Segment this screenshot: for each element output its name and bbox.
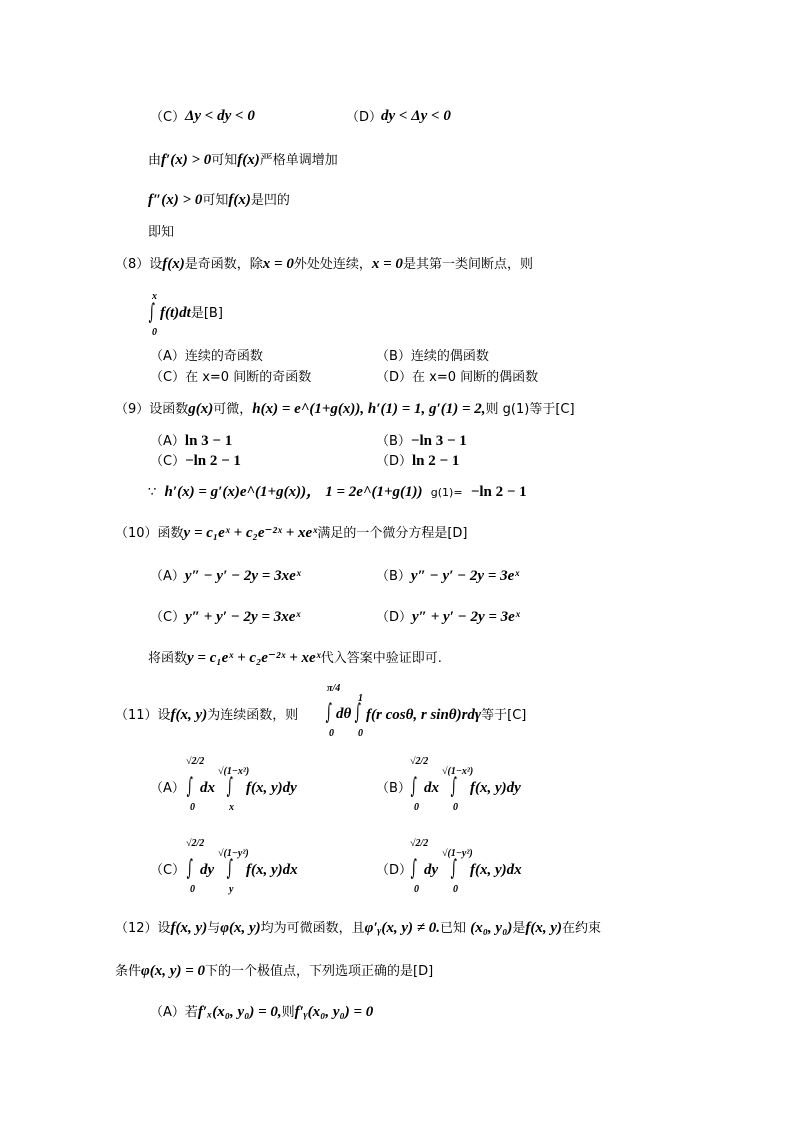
q11-c-inner-integral: ∫ (226, 856, 233, 881)
question-12-stem-a: （12）设f(x, y)与φ(x, y)均为可微函数，且φ′ᵧ(x, y) ≠ 0.已知 (x₀, y₀)是f(x, y)在约束 (115, 920, 601, 936)
solution-line-conclude: 即知 (148, 225, 175, 240)
question-11-stem-a: （11）设f(x, y)为连续函数，则 (115, 707, 299, 723)
q11-int1-lower: 0 (329, 728, 334, 739)
q9-solution: ∵ h′(x) = g′(x)e^(1+g(x))， 1 = 2e^(1+g(1)) g(1)= −ln 2 − 1 (148, 484, 527, 500)
q8-option-b: （B）连续的偶函数 (376, 349, 489, 364)
q11-d-outer-integral: ∫ (410, 856, 417, 881)
q11-a-dx: dx (200, 780, 215, 796)
q11-a-inner-upper: √(1−x²) (218, 766, 250, 777)
q9-option-b: （B）−ln 3 − 1 (376, 433, 467, 449)
option-d-label: （D） (346, 110, 383, 125)
question-10-stem: （10）函数y = c₁eˣ + c₂e⁻²ˣ + xeˣ满足的一个微分方程是[D] (115, 525, 468, 541)
q11-option-a-label: （A） (150, 781, 185, 796)
q11-c-outer-upper: √2/2 (186, 838, 205, 849)
q11-c-outer-integral: ∫ (186, 856, 193, 881)
question-11-stem-b: f(r cosθ, r sinθ)rdγ等于[C] (366, 707, 527, 723)
q8-integral-sign: ∫ (148, 300, 155, 325)
option-c-expr: Δy < dy < 0 (185, 108, 255, 124)
q11-b-integrand: f(x, y)dy (470, 780, 521, 796)
q11-d-outer-lower: 0 (414, 884, 419, 895)
q11-c-dy: dy (200, 862, 215, 878)
solution-line-monotone: 由f′(x) > 0可知f(x)严格单调增加 (148, 152, 338, 168)
q11-c-inner-lower: y (229, 884, 234, 895)
q11-b-outer-upper: √2/2 (410, 756, 429, 767)
q11-d-dy: dy (424, 862, 439, 878)
q8-integral-body: f(t)dt是[B] (160, 305, 223, 321)
option-c-label: （C） (150, 110, 186, 125)
q11-option-b-label: （B） (376, 781, 411, 796)
q11-c-outer-lower: 0 (190, 884, 195, 895)
option-d-expr: dy < Δy < 0 (381, 108, 451, 124)
q10-option-d: （D）y″ + y′ − 2y = 3eˣ (376, 609, 520, 625)
q10-option-b: （B）y″ − y′ − 2y = 3eˣ (376, 568, 520, 584)
q8-option-d: （D）在 x=0 间断的偶函数 (376, 370, 539, 385)
q11-b-outer-lower: 0 (414, 802, 419, 813)
q8-integral-upper: x (152, 291, 157, 302)
q11-option-c-label: （C） (150, 863, 186, 878)
q11-a-inner-lower: x (229, 802, 234, 813)
q11-b-inner-upper: √(1−x²) (442, 766, 474, 777)
q11-a-inner-integral: ∫ (226, 774, 233, 799)
q9-option-c: （C）−ln 2 − 1 (150, 453, 241, 469)
question-8-stem: （8）设f(x)是奇函数，除x = 0外处处连续，x = 0是其第一类间断点，则 (115, 256, 533, 272)
q11-d-inner-lower: 0 (453, 884, 458, 895)
q10-option-c: （C）y″ + y′ − 2y = 3xeˣ (150, 609, 301, 625)
q11-integral-sign-2: ∫ (354, 700, 361, 725)
q9-option-d: （D）ln 2 − 1 (376, 453, 460, 469)
q11-d-outer-upper: √2/2 (410, 838, 429, 849)
q8-option-a: （A）连续的奇函数 (150, 349, 263, 364)
q11-b-inner-lower: 0 (453, 802, 458, 813)
q11-c-inner-upper: √(1−y²) (218, 848, 249, 859)
q11-d-inner-upper: √(1−y²) (442, 848, 473, 859)
q8-option-c: （C）在 x=0 间断的奇函数 (150, 370, 312, 385)
question-12-stem-b: 条件φ(x, y) = 0下的一个极值点，下列选项正确的是[D] (115, 963, 434, 979)
q11-int2-lower: 0 (358, 728, 363, 739)
q11-b-outer-integral: ∫ (410, 774, 417, 799)
q11-integral-sign-1: ∫ (325, 700, 332, 725)
q11-c-integrand: f(x, y)dx (246, 862, 298, 878)
q11-d-theta: dθ (336, 706, 352, 722)
q11-a-integrand: f(x, y)dy (246, 780, 297, 796)
q11-d-integrand: f(x, y)dx (470, 862, 522, 878)
q11-a-outer-integral: ∫ (186, 774, 193, 799)
q11-int1-upper: π/4 (327, 683, 341, 694)
q9-option-a: （A）ln 3 − 1 (150, 433, 233, 449)
q10-option-a: （A）y″ − y′ − 2y = 3xeˣ (150, 568, 301, 584)
q11-a-outer-upper: √2/2 (186, 756, 205, 767)
q11-b-inner-integral: ∫ (450, 774, 457, 799)
q11-option-d-label: （D） (376, 863, 413, 878)
q10-solution: 将函数y = c₁eˣ + c₂e⁻²ˣ + xeˣ代入答案中验证即可. (148, 650, 442, 666)
q11-d-inner-integral: ∫ (450, 856, 457, 881)
q11-int2-upper: 1 (358, 693, 363, 704)
question-9-stem: （9）设函数g(x)可微，h(x) = e^(1+g(x)), h′(1) = 1, g′(1) = 2,则 g(1)等于[C] (115, 401, 575, 417)
q12-option-a: （A）若f′ₓ(x₀, y₀) = 0,则f′ᵧ(x₀, y₀) = 0 (150, 1004, 374, 1020)
q11-a-outer-lower: 0 (190, 802, 195, 813)
solution-line-concave: f″(x) > 0可知f(x)是凹的 (148, 192, 290, 208)
q8-integral-lower: 0 (152, 327, 157, 338)
q11-b-dx: dx (424, 780, 439, 796)
